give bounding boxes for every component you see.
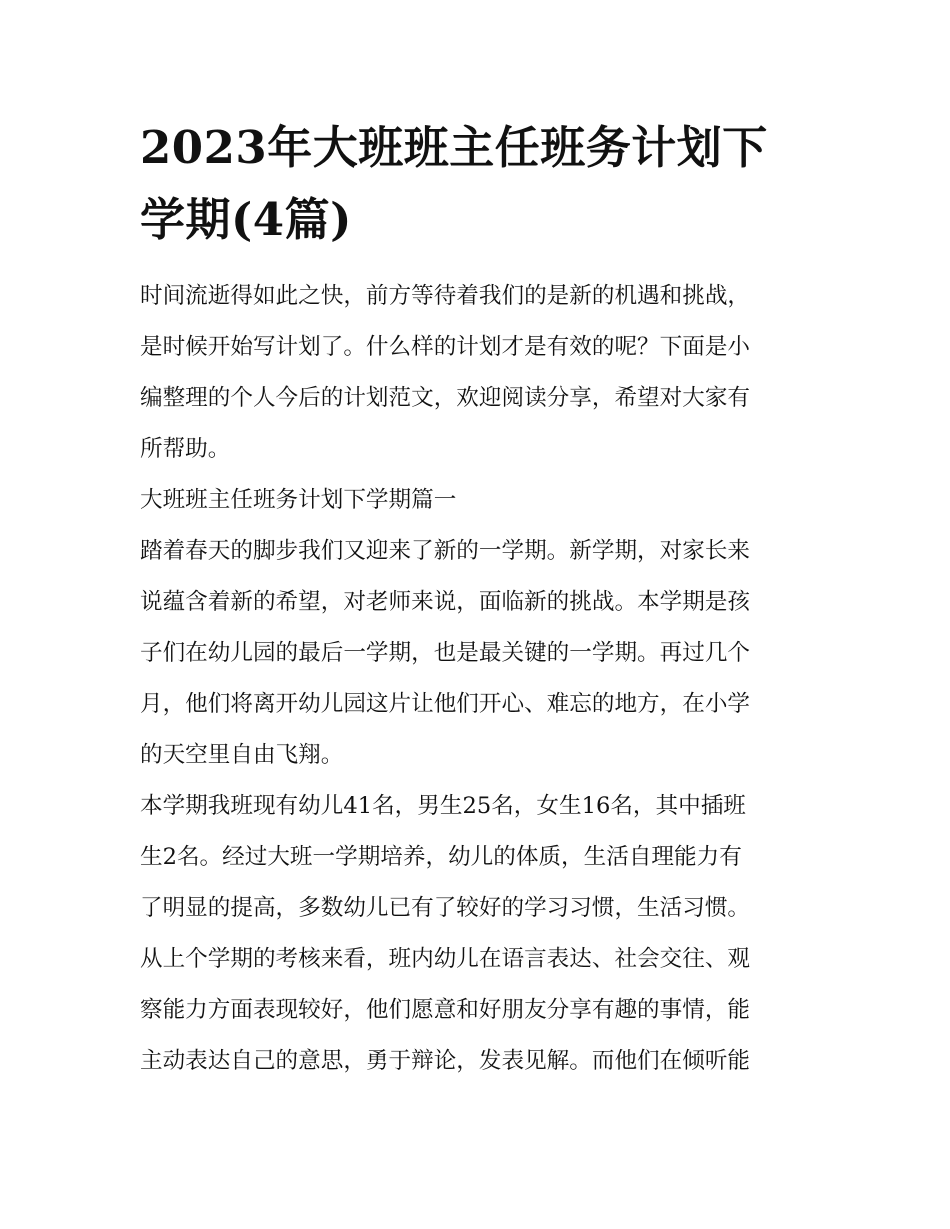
text-line: 本学期我班现有幼儿41名，男生25名，女生16名，其中插班 [140,793,746,819]
section-heading: 大班班主任班务计划下学期篇一 [140,487,457,513]
text-line: 生2名。经过大班一学期培养，幼儿的体质，生活自理能力有 [140,844,742,870]
text-line: 月，他们将离开幼儿园这片让他们开心、难忘的地方，在小学 [140,691,751,717]
text-line: 编整理的个人今后的计划范文，欢迎阅读分享，希望对大家有 [140,385,751,411]
text-line: 所帮助。 [140,436,231,462]
text-line: 从上个学期的考核来看，班内幼儿在语言表达、社会交往、观 [140,946,751,972]
text-line: 说蕴含着新的希望，对老师来说，面临新的挑战。本学期是孩 [140,589,751,615]
text-line: 踏着春天的脚步我们又迎来了新的一学期。新学期，对家长来 [140,538,751,564]
text-line: 的天空里自由飞翔。 [140,742,344,768]
title-line: 2023年大班班主任班务计划下 [140,121,768,174]
document-body [140,271,812,1087]
text-line: 时间流逝得如此之快，前方等待着我们的是新的机遇和挑战， [140,283,751,309]
title-line: 学期(4篇) [140,193,352,246]
text-line: 是时候开始写计划了。什么样的计划才是有效的呢？下面是小 [140,334,751,360]
body-paragraph-2 [140,781,812,1087]
document-title [140,112,812,256]
text-line: 子们在幼儿园的最后一学期，也是最关键的一学期。再过几个 [140,640,751,666]
text-line: 主动表达自己的意思，勇于辩论，发表见解。而他们在倾听能 [140,1048,751,1074]
text-line: 了明显的提高，多数幼儿已有了较好的学习习惯，生活习惯。 [140,895,751,921]
body-paragraph-1 [140,526,812,781]
intro-paragraph [140,271,812,475]
text-line: 察能力方面表现较好，他们愿意和好朋友分享有趣的事情，能 [140,997,751,1023]
document-page [140,112,812,1087]
